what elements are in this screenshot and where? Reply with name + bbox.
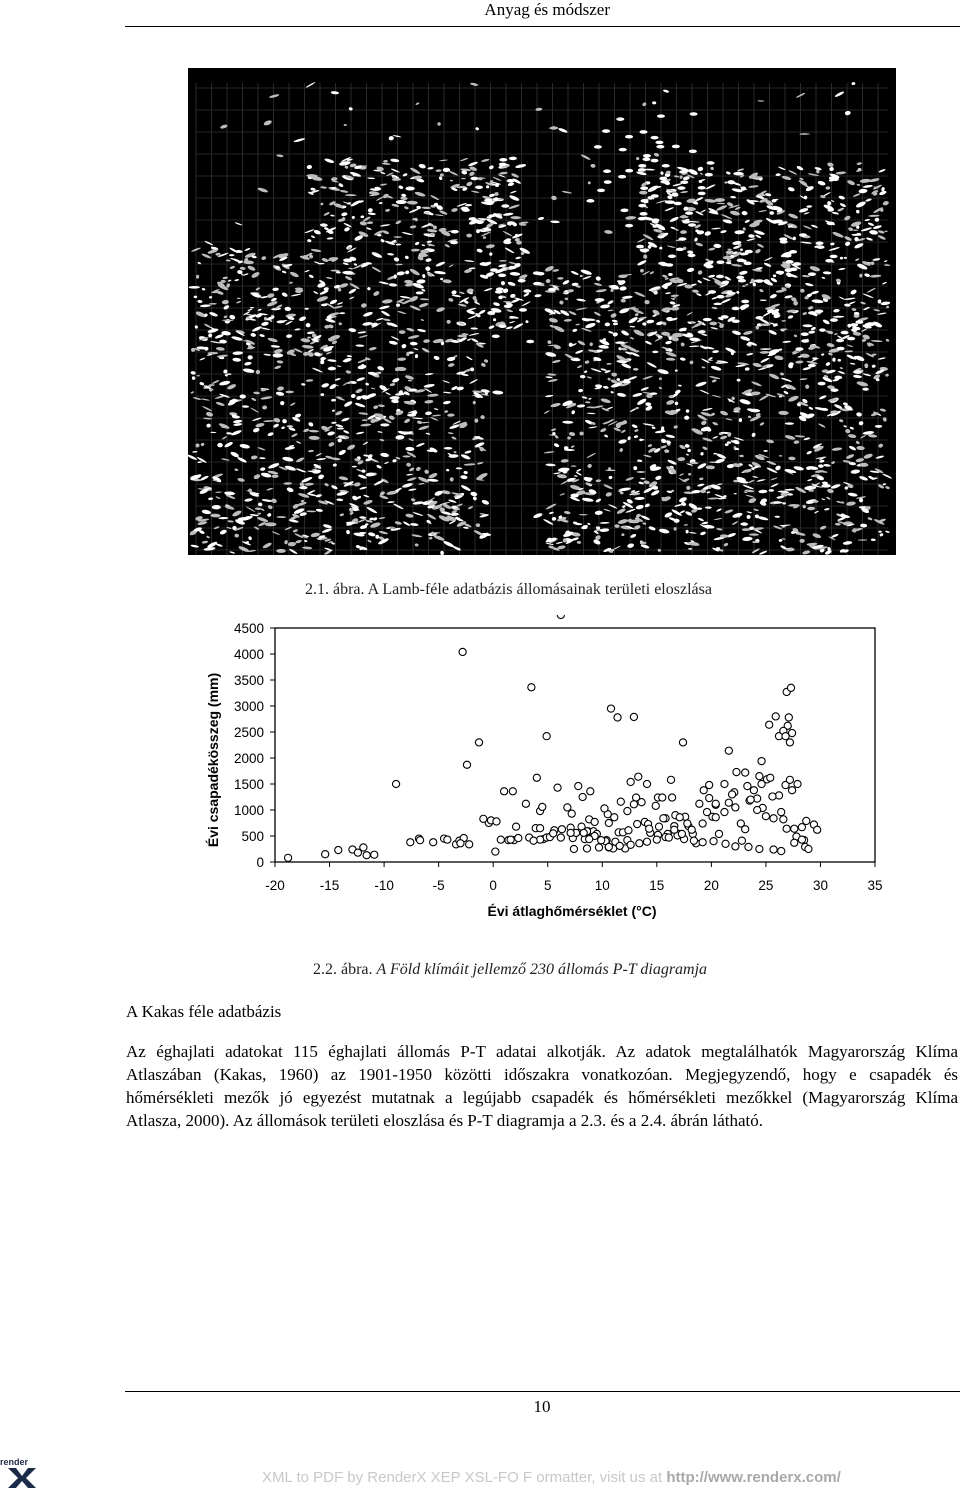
y-tick-label: 2500	[233, 725, 264, 740]
data-point	[528, 684, 535, 691]
x-tick-label: -20	[265, 878, 285, 893]
data-point	[737, 820, 744, 827]
data-point	[710, 838, 717, 845]
pt-scatter-chart	[200, 615, 890, 925]
data-point	[688, 826, 695, 833]
data-point	[624, 807, 631, 814]
y-tick-label: 1000	[233, 803, 264, 818]
data-point	[772, 713, 779, 720]
data-point	[586, 836, 593, 843]
data-point	[580, 829, 587, 836]
data-point	[567, 829, 574, 836]
data-point	[690, 837, 697, 844]
figure-2-caption-number: 2.2. ábra.	[313, 961, 377, 978]
station-map-graphic	[188, 68, 896, 555]
data-point	[607, 705, 614, 712]
data-point	[617, 798, 624, 805]
data-point	[591, 818, 598, 825]
data-point	[363, 852, 370, 859]
data-point	[605, 819, 612, 826]
pt-scatter-svg	[200, 615, 890, 925]
renderx-x-icon	[8, 1468, 36, 1488]
data-point	[769, 793, 776, 800]
data-point	[636, 840, 643, 847]
data-point	[475, 739, 482, 746]
data-point	[595, 844, 602, 851]
data-point	[758, 780, 765, 787]
data-point	[732, 804, 739, 811]
data-point	[667, 776, 674, 783]
data-point	[794, 780, 801, 787]
y-tick-label: 1500	[233, 777, 264, 792]
data-point	[786, 776, 793, 783]
data-point	[788, 787, 795, 794]
data-point	[803, 817, 810, 824]
data-point	[550, 830, 557, 837]
data-point	[703, 808, 710, 815]
data-point	[696, 800, 703, 807]
data-point	[676, 814, 683, 821]
data-point	[625, 827, 632, 834]
data-point	[568, 810, 575, 817]
generator-footer	[262, 1469, 841, 1486]
data-point	[778, 847, 785, 854]
data-point	[646, 825, 653, 832]
data-point	[750, 787, 757, 794]
data-point	[754, 795, 761, 802]
data-point	[335, 846, 342, 853]
x-tick-label: 30	[812, 878, 828, 893]
paragraph-line: Atlasza, 2000). Az állomások területi eloszlása és P-T diagramja a 2.3. és a 2.4. ábrán látható.	[126, 1111, 763, 1130]
paragraph-line: hőmérsékleti mezők jó egyezést mutatnak a legújabb csapadék és hőmérsékleti mezőkkel (Magyarország Klíma	[126, 1088, 958, 1107]
data-point	[635, 773, 642, 780]
data-point	[598, 837, 605, 844]
data-point	[785, 714, 792, 721]
data-point	[627, 778, 634, 785]
data-point	[630, 713, 637, 720]
data-point	[407, 839, 414, 846]
data-point	[745, 843, 752, 850]
data-point	[744, 782, 751, 789]
data-point	[522, 800, 529, 807]
data-point	[587, 788, 594, 795]
renderx-logo-text: render	[0, 1457, 29, 1467]
data-point	[699, 839, 706, 846]
data-point	[758, 758, 765, 765]
x-tick-label: 15	[649, 878, 665, 893]
x-tick-label: -5	[432, 878, 445, 893]
data-point	[767, 774, 774, 781]
page-header-title: Anyag és módszer	[484, 0, 610, 19]
data-point	[558, 826, 565, 833]
y-tick-label: 2000	[233, 751, 264, 766]
data-point	[480, 815, 487, 822]
data-point	[493, 818, 500, 825]
header-rule	[125, 26, 960, 27]
data-point	[543, 733, 550, 740]
y-tick-label: 4000	[233, 647, 264, 662]
data-point	[665, 834, 672, 841]
data-point	[684, 820, 691, 827]
x-tick-label: 25	[758, 878, 774, 893]
data-point	[611, 814, 618, 821]
data-point	[798, 836, 805, 843]
data-point	[756, 773, 763, 780]
data-point	[791, 839, 798, 846]
x-tick-label: 0	[489, 878, 497, 893]
data-point	[712, 800, 719, 807]
data-point	[536, 836, 543, 843]
data-point	[754, 806, 761, 813]
data-point	[557, 834, 564, 841]
data-point	[530, 837, 537, 844]
y-axis-label: Évi csapadékösszeg (mm)	[205, 672, 221, 848]
data-point	[536, 825, 543, 832]
renderx-logo	[0, 1455, 44, 1494]
data-point	[583, 845, 590, 852]
data-point	[786, 739, 793, 746]
data-point	[721, 780, 728, 787]
x-axis-label: Évi átlaghőmérséklet (°C)	[487, 903, 657, 919]
figure-1-caption: 2.1. ábra. A Lamb-féle adatbázis állomásainak területi eloszlása	[305, 581, 712, 598]
y-tick-label: 3500	[233, 673, 264, 688]
data-point	[492, 848, 499, 855]
data-point	[497, 836, 504, 843]
section-heading: A Kakas féle adatbázis	[126, 1002, 282, 1021]
data-point	[780, 816, 787, 823]
data-point	[732, 843, 739, 850]
paragraph-line: Atlaszában (Kakas, 1960) az 1901-1950 közötti időszakra vonatkozóan. Megjegyzendő, hogy e csapadék és	[126, 1065, 958, 1084]
data-point	[738, 837, 745, 844]
data-point	[678, 830, 685, 837]
data-point	[634, 820, 641, 827]
data-point	[614, 714, 621, 721]
y-tick-label: 0	[256, 855, 264, 870]
generator-link[interactable]: http://www.renderx.com/	[666, 1469, 841, 1486]
figure-2-caption-text: A Föld klímáit jellemző 230 állomás P-T diagramja	[376, 961, 708, 978]
data-point	[605, 843, 612, 850]
data-point	[706, 794, 713, 801]
data-point	[507, 836, 514, 843]
data-point	[653, 836, 660, 843]
data-point	[557, 615, 564, 619]
paragraph-line: Az éghajlati adatokat 115 éghajlati állomás P-T adatai alkotják. Az adatok megtalálhatók Magyarország Klíma	[126, 1042, 958, 1061]
data-point	[579, 793, 586, 800]
data-point	[655, 823, 662, 830]
data-point	[742, 769, 749, 776]
generator-text: XML to PDF by RenderX XEP XSL-FO F ormatter, visit us at	[262, 1469, 667, 1486]
data-point	[371, 851, 378, 858]
data-point	[652, 802, 659, 809]
data-point	[515, 834, 522, 841]
data-point	[775, 792, 782, 799]
data-point	[787, 684, 794, 691]
data-point	[284, 854, 291, 861]
data-point	[715, 830, 722, 837]
data-point	[643, 838, 650, 845]
data-point	[679, 739, 686, 746]
figure-2-caption	[313, 961, 707, 979]
data-point	[539, 803, 546, 810]
data-point	[791, 825, 798, 832]
data-point	[360, 844, 367, 851]
data-point	[733, 768, 740, 775]
data-point	[798, 824, 805, 831]
data-point	[788, 729, 795, 736]
data-point	[630, 801, 637, 808]
data-point	[500, 788, 507, 795]
y-tick-label: 500	[241, 829, 264, 844]
x-tick-label: 10	[594, 878, 610, 893]
data-point	[671, 826, 678, 833]
data-point	[712, 814, 719, 821]
data-point	[756, 845, 763, 852]
data-point	[457, 840, 464, 847]
data-point	[668, 794, 675, 801]
data-point	[728, 791, 735, 798]
data-point	[762, 813, 769, 820]
data-point	[416, 837, 423, 844]
data-point	[512, 823, 519, 830]
data-point	[444, 836, 451, 843]
data-point	[766, 721, 773, 728]
y-tick-label: 4500	[233, 621, 264, 636]
data-point	[533, 774, 540, 781]
data-point	[564, 804, 571, 811]
data-point	[466, 841, 473, 848]
data-point	[322, 851, 329, 858]
data-point	[627, 841, 634, 848]
data-point	[459, 648, 466, 655]
data-point	[430, 839, 437, 846]
data-point	[659, 794, 666, 801]
data-point	[814, 826, 821, 833]
data-point	[616, 842, 623, 849]
data-point	[722, 840, 729, 847]
body-paragraph	[126, 1040, 958, 1132]
data-point	[392, 780, 399, 787]
data-point	[725, 799, 732, 806]
y-tick-label: 3000	[233, 699, 264, 714]
data-point	[643, 780, 650, 787]
data-point	[706, 781, 713, 788]
data-point	[509, 788, 516, 795]
station-map-image	[188, 68, 896, 555]
data-point	[554, 784, 561, 791]
data-point	[770, 815, 777, 822]
footer-rule	[125, 1391, 960, 1392]
x-tick-label: 35	[867, 878, 883, 893]
page-number: 10	[533, 1397, 551, 1416]
data-point	[601, 805, 608, 812]
data-point	[660, 815, 667, 822]
data-point	[570, 845, 577, 852]
x-tick-label: 20	[703, 878, 719, 893]
x-tick-label: -15	[319, 878, 340, 893]
data-point	[725, 747, 732, 754]
data-point	[805, 845, 812, 852]
data-point	[699, 820, 706, 827]
data-point	[632, 794, 639, 801]
data-point	[770, 846, 777, 853]
data-point	[463, 761, 470, 768]
data-point	[778, 808, 785, 815]
x-tick-label: 5	[543, 878, 552, 893]
data-point	[783, 825, 790, 832]
x-tick-label: -10	[374, 878, 394, 893]
data-point	[747, 796, 754, 803]
data-point	[575, 782, 582, 789]
data-point	[721, 808, 728, 815]
